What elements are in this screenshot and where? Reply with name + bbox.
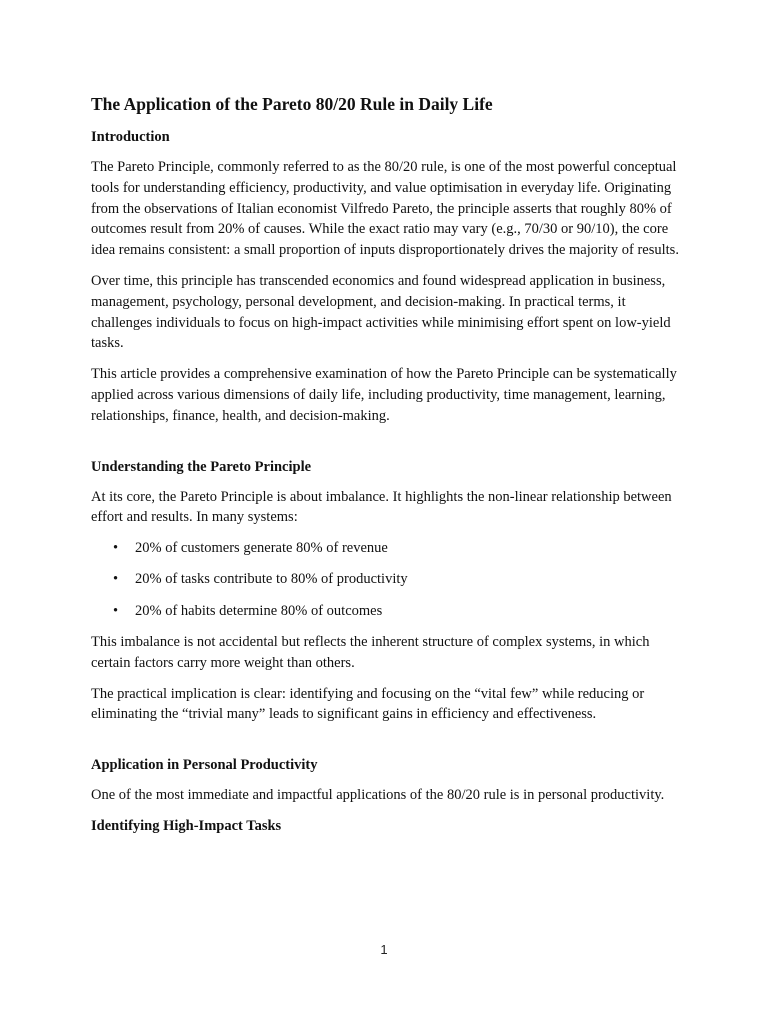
document-title: The Application of the Pareto 80/20 Rule in Daily Life <box>91 94 493 114</box>
paragraph: The practical implication is clear: identifying and focusing on the “vital few” while reducing or eliminating the “trivial many” leads to significant gains in efficiency and effectiveness. <box>91 685 645 723</box>
bullet-icon: • <box>113 571 119 588</box>
heading-understanding: Understanding the Pareto Principle <box>91 458 312 475</box>
heading-productivity: Application in Personal Productivity <box>91 757 318 774</box>
list-item-text: 20% of habits determine 80% of outcomes <box>135 602 383 619</box>
list-item <box>91 569 683 590</box>
paragraph: This imbalance is not accidental but reflects the inherent structure of complex systems, in which certain factors carry more weight than others. <box>91 634 650 671</box>
list-item <box>91 601 683 622</box>
document-body <box>91 93 683 846</box>
paragraph: The Pareto Principle, commonly referred to as the 80/20 rule, is one of the most powerful conceptual tools for understanding efficiency, productivity, and value optimisation in everyday life. Originating from the observations of Italian economist Vilfredo Pareto, the principle asserts that roughly 80% of outcomes result from 20% of causes. While the exact ratio may vary (e.g., 70/30 or 90/10), the core idea remains consistent: a small proportion of inputs disproportionately drives the majority of results. <box>91 159 679 259</box>
bullet-icon: • <box>113 602 119 619</box>
heading-introduction: Introduction <box>91 129 170 145</box>
paragraph: One of the most immediate and impactful applications of the 80/20 rule is in personal productivity. <box>91 787 665 804</box>
paragraph: This article provides a comprehensive examination of how the Pareto Principle can be systematically applied across various dimensions of daily life, including productivity, time management, learning, relationships, finance, health, and decision-making. <box>91 366 677 424</box>
page-number: 1 <box>380 942 388 957</box>
bullet-icon: • <box>113 540 119 557</box>
list-item-text: 20% of tasks contribute to 80% of productivity <box>135 571 408 588</box>
list-item-text: 20% of customers generate 80% of revenue <box>135 540 388 557</box>
paragraph: At its core, the Pareto Principle is about imbalance. It highlights the non-linear relationship between effort and results. In many systems: <box>91 488 672 526</box>
bullet-list <box>91 538 683 621</box>
list-item <box>91 538 683 559</box>
subheading-high-impact-tasks: Identifying High-Impact Tasks <box>91 818 282 835</box>
paragraph: Over time, this principle has transcended economics and found widespread application in business, management, psychology, personal development, and decision-making. In practical terms, it challenges individuals to focus on high-impact activities while minimising effort spent on low-yield tasks. <box>91 272 671 352</box>
